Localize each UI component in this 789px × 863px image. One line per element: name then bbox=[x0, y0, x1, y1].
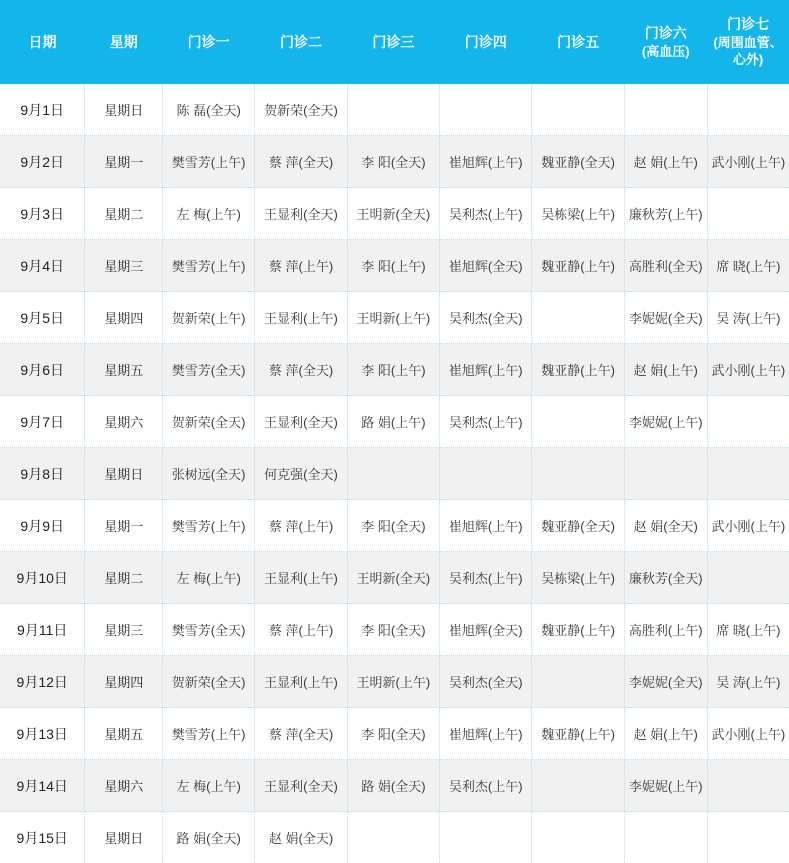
cell-doctor: 李 阳(全天) bbox=[347, 604, 439, 656]
cell-doctor bbox=[532, 656, 624, 708]
cell-doctor bbox=[347, 812, 439, 863]
cell-weekday: 星期六 bbox=[85, 760, 163, 812]
table-row bbox=[0, 396, 789, 448]
cell-doctor bbox=[532, 812, 624, 863]
column-header-1 bbox=[85, 0, 163, 84]
cell-date: 9月3日 bbox=[0, 188, 85, 240]
cell-weekday: 星期四 bbox=[85, 656, 163, 708]
cell-doctor: 崔旭辉(上午) bbox=[440, 344, 532, 396]
cell-weekday: 星期日 bbox=[85, 84, 163, 136]
cell-doctor bbox=[440, 812, 532, 863]
table-row bbox=[0, 604, 789, 656]
cell-doctor: 李妮妮(上午) bbox=[624, 760, 707, 812]
table-row bbox=[0, 344, 789, 396]
cell-doctor: 王显利(全天) bbox=[255, 188, 347, 240]
cell-doctor: 武小刚(上午) bbox=[707, 708, 789, 760]
cell-doctor: 樊雪芳(上午) bbox=[162, 240, 254, 292]
cell-doctor: 魏亚静(上午) bbox=[532, 240, 624, 292]
cell-doctor: 王明新(全天) bbox=[347, 188, 439, 240]
cell-weekday: 星期日 bbox=[85, 448, 163, 500]
cell-doctor: 廉秋芳(全天) bbox=[624, 552, 707, 604]
cell-weekday: 星期四 bbox=[85, 292, 163, 344]
column-header-main: 门诊六 bbox=[645, 25, 687, 41]
cell-doctor: 左 梅(上午) bbox=[162, 552, 254, 604]
cell-doctor: 王显利(上午) bbox=[255, 656, 347, 708]
cell-doctor: 李 阳(全天) bbox=[347, 708, 439, 760]
cell-weekday: 星期三 bbox=[85, 604, 163, 656]
cell-doctor: 高胜利(全天) bbox=[624, 240, 707, 292]
table-row bbox=[0, 552, 789, 604]
cell-doctor: 武小刚(上午) bbox=[707, 136, 789, 188]
cell-doctor: 李 阳(上午) bbox=[347, 344, 439, 396]
cell-doctor: 吴利杰(全天) bbox=[440, 656, 532, 708]
cell-doctor: 吴利杰(上午) bbox=[440, 552, 532, 604]
cell-doctor: 武小刚(上午) bbox=[707, 344, 789, 396]
cell-doctor: 崔旭辉(上午) bbox=[440, 708, 532, 760]
cell-doctor bbox=[624, 448, 707, 500]
cell-doctor: 贺新荣(全天) bbox=[255, 84, 347, 136]
cell-doctor bbox=[347, 448, 439, 500]
cell-doctor bbox=[707, 188, 789, 240]
cell-doctor: 崔旭辉(上午) bbox=[440, 500, 532, 552]
cell-doctor: 吴利杰(上午) bbox=[440, 188, 532, 240]
cell-doctor: 蔡 萍(全天) bbox=[255, 344, 347, 396]
cell-date: 9月11日 bbox=[0, 604, 85, 656]
cell-doctor bbox=[440, 448, 532, 500]
column-header-main: 门诊三 bbox=[372, 34, 414, 50]
cell-doctor: 席 晓(上午) bbox=[707, 604, 789, 656]
cell-doctor: 贺新荣(全天) bbox=[162, 656, 254, 708]
cell-weekday: 星期日 bbox=[85, 812, 163, 863]
cell-date: 9月5日 bbox=[0, 292, 85, 344]
cell-doctor: 赵 娟(全天) bbox=[255, 812, 347, 863]
cell-doctor: 王显利(上午) bbox=[255, 292, 347, 344]
cell-doctor: 崔旭辉(全天) bbox=[440, 240, 532, 292]
cell-doctor: 樊雪芳(上午) bbox=[162, 500, 254, 552]
cell-doctor: 武小刚(上午) bbox=[707, 500, 789, 552]
column-header-sub: (周围血管、心外) bbox=[710, 34, 786, 69]
table-header bbox=[0, 0, 789, 84]
cell-doctor bbox=[440, 84, 532, 136]
cell-doctor: 左 梅(上午) bbox=[162, 760, 254, 812]
cell-doctor: 赵 娟(全天) bbox=[624, 500, 707, 552]
cell-date: 9月8日 bbox=[0, 448, 85, 500]
cell-weekday: 星期二 bbox=[85, 188, 163, 240]
column-header-main: 门诊一 bbox=[188, 34, 230, 50]
table-row bbox=[0, 500, 789, 552]
cell-doctor: 贺新荣(上午) bbox=[162, 292, 254, 344]
cell-doctor: 路 娟(上午) bbox=[347, 396, 439, 448]
cell-doctor: 王显利(上午) bbox=[255, 552, 347, 604]
cell-doctor: 蔡 萍(全天) bbox=[255, 136, 347, 188]
cell-doctor: 樊雪芳(全天) bbox=[162, 604, 254, 656]
cell-doctor: 吴 涛(上午) bbox=[707, 292, 789, 344]
table-row bbox=[0, 708, 789, 760]
cell-doctor: 王明新(全天) bbox=[347, 552, 439, 604]
cell-doctor: 吴 涛(上午) bbox=[707, 656, 789, 708]
cell-doctor: 贺新荣(全天) bbox=[162, 396, 254, 448]
cell-doctor bbox=[707, 84, 789, 136]
cell-doctor: 魏亚静(上午) bbox=[532, 708, 624, 760]
table-body bbox=[0, 84, 789, 863]
cell-doctor: 赵 娟(上午) bbox=[624, 136, 707, 188]
cell-doctor: 吴利杰(全天) bbox=[440, 292, 532, 344]
cell-doctor bbox=[532, 760, 624, 812]
cell-doctor: 吴利杰(上午) bbox=[440, 396, 532, 448]
column-header-2 bbox=[162, 0, 254, 84]
cell-doctor: 路 娟(全天) bbox=[347, 760, 439, 812]
cell-doctor bbox=[532, 448, 624, 500]
cell-doctor: 李妮妮(全天) bbox=[624, 292, 707, 344]
column-header-sub: (高血压) bbox=[627, 43, 704, 61]
cell-doctor bbox=[707, 760, 789, 812]
table-row bbox=[0, 448, 789, 500]
cell-date: 9月13日 bbox=[0, 708, 85, 760]
column-header-main: 门诊五 bbox=[557, 34, 599, 50]
cell-doctor: 魏亚静(全天) bbox=[532, 500, 624, 552]
column-header-main: 门诊二 bbox=[280, 34, 322, 50]
cell-doctor: 吴栋梁(上午) bbox=[532, 188, 624, 240]
column-header-main: 门诊四 bbox=[465, 34, 507, 50]
column-header-4 bbox=[347, 0, 439, 84]
cell-date: 9月9日 bbox=[0, 500, 85, 552]
cell-doctor bbox=[624, 812, 707, 863]
cell-doctor: 吴栋梁(上午) bbox=[532, 552, 624, 604]
column-header-8 bbox=[707, 0, 789, 84]
table-row bbox=[0, 656, 789, 708]
cell-date: 9月4日 bbox=[0, 240, 85, 292]
cell-doctor: 李 阳(全天) bbox=[347, 136, 439, 188]
cell-doctor: 樊雪芳(上午) bbox=[162, 708, 254, 760]
cell-doctor bbox=[532, 84, 624, 136]
column-header-main: 星期 bbox=[110, 34, 138, 50]
cell-doctor: 李 阳(上午) bbox=[347, 240, 439, 292]
cell-doctor: 樊雪芳(全天) bbox=[162, 344, 254, 396]
cell-doctor bbox=[532, 292, 624, 344]
column-header-6 bbox=[532, 0, 624, 84]
cell-doctor: 王明新(上午) bbox=[347, 656, 439, 708]
table-row bbox=[0, 292, 789, 344]
cell-doctor: 崔旭辉(全天) bbox=[440, 604, 532, 656]
cell-doctor bbox=[624, 84, 707, 136]
cell-doctor: 樊雪芳(上午) bbox=[162, 136, 254, 188]
table-row bbox=[0, 136, 789, 188]
cell-date: 9月2日 bbox=[0, 136, 85, 188]
column-header-main: 门诊七 bbox=[727, 16, 769, 32]
cell-date: 9月15日 bbox=[0, 812, 85, 863]
cell-doctor bbox=[707, 396, 789, 448]
cell-doctor: 张树远(全天) bbox=[162, 448, 254, 500]
cell-weekday: 星期一 bbox=[85, 500, 163, 552]
cell-doctor: 魏亚静(上午) bbox=[532, 344, 624, 396]
cell-weekday: 星期五 bbox=[85, 344, 163, 396]
table-row bbox=[0, 760, 789, 812]
table-row bbox=[0, 84, 789, 136]
cell-weekday: 星期六 bbox=[85, 396, 163, 448]
cell-doctor bbox=[707, 812, 789, 863]
cell-doctor: 李妮妮(上午) bbox=[624, 396, 707, 448]
cell-doctor: 崔旭辉(上午) bbox=[440, 136, 532, 188]
cell-doctor bbox=[347, 84, 439, 136]
cell-doctor: 吴利杰(上午) bbox=[440, 760, 532, 812]
cell-doctor: 李妮妮(全天) bbox=[624, 656, 707, 708]
cell-date: 9月7日 bbox=[0, 396, 85, 448]
cell-doctor: 何克强(全天) bbox=[255, 448, 347, 500]
cell-doctor: 蔡 萍(上午) bbox=[255, 604, 347, 656]
cell-doctor: 王显利(全天) bbox=[255, 396, 347, 448]
cell-doctor: 高胜利(上午) bbox=[624, 604, 707, 656]
cell-date: 9月12日 bbox=[0, 656, 85, 708]
cell-date: 9月6日 bbox=[0, 344, 85, 396]
cell-doctor bbox=[707, 552, 789, 604]
cell-doctor: 陈 磊(全天) bbox=[162, 84, 254, 136]
table-row bbox=[0, 812, 789, 863]
column-header-5 bbox=[440, 0, 532, 84]
cell-doctor: 路 娟(全天) bbox=[162, 812, 254, 863]
cell-doctor: 王显利(全天) bbox=[255, 760, 347, 812]
cell-doctor: 席 晓(上午) bbox=[707, 240, 789, 292]
cell-doctor bbox=[707, 448, 789, 500]
cell-doctor: 左 梅(上午) bbox=[162, 188, 254, 240]
cell-weekday: 星期五 bbox=[85, 708, 163, 760]
cell-weekday: 星期一 bbox=[85, 136, 163, 188]
cell-date: 9月10日 bbox=[0, 552, 85, 604]
cell-doctor: 王明新(上午) bbox=[347, 292, 439, 344]
column-header-main: 日期 bbox=[28, 34, 56, 50]
cell-doctor: 廉秋芳(上午) bbox=[624, 188, 707, 240]
column-header-0 bbox=[0, 0, 85, 84]
cell-date: 9月1日 bbox=[0, 84, 85, 136]
header-row bbox=[0, 0, 789, 84]
column-header-7 bbox=[624, 0, 707, 84]
cell-doctor: 赵 娟(上午) bbox=[624, 708, 707, 760]
cell-doctor: 蔡 萍(上午) bbox=[255, 240, 347, 292]
cell-doctor: 蔡 萍(全天) bbox=[255, 708, 347, 760]
cell-date: 9月14日 bbox=[0, 760, 85, 812]
cell-doctor: 魏亚静(上午) bbox=[532, 604, 624, 656]
cell-doctor bbox=[532, 396, 624, 448]
cell-weekday: 星期三 bbox=[85, 240, 163, 292]
cell-weekday: 星期二 bbox=[85, 552, 163, 604]
cell-doctor: 蔡 萍(上午) bbox=[255, 500, 347, 552]
cell-doctor: 魏亚静(全天) bbox=[532, 136, 624, 188]
cell-doctor: 赵 娟(上午) bbox=[624, 344, 707, 396]
table-row bbox=[0, 240, 789, 292]
cell-doctor: 李 阳(全天) bbox=[347, 500, 439, 552]
column-header-3 bbox=[255, 0, 347, 84]
table-row bbox=[0, 188, 789, 240]
